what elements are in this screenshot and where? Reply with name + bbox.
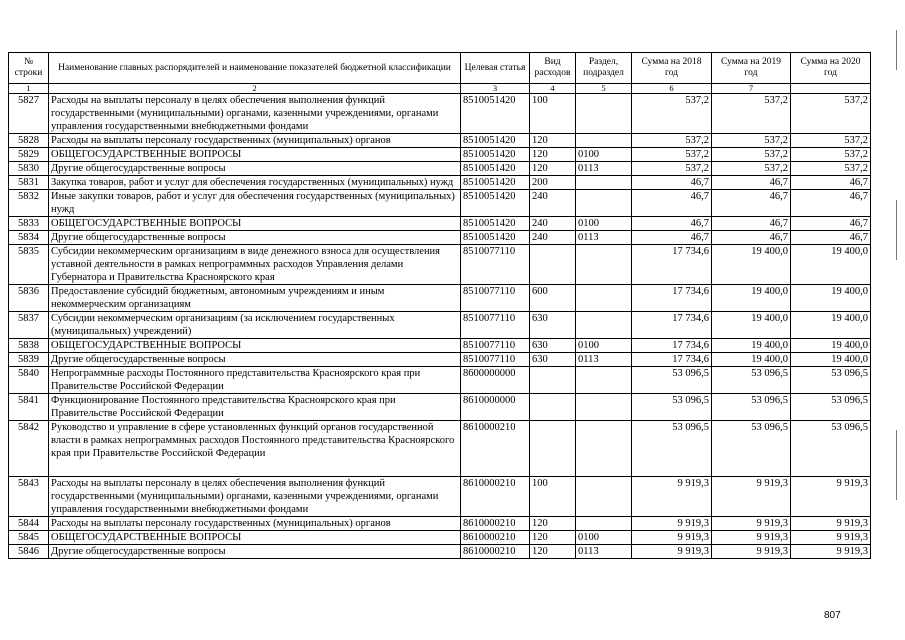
row-number: 5829: [9, 148, 49, 162]
row-number: 5845: [9, 531, 49, 545]
row-name: Другие общегосударственные вопросы: [49, 353, 461, 367]
row-sum-2019: 46,7: [712, 231, 791, 245]
row-sum-2018: 9 919,3: [632, 517, 712, 531]
table-row: [9, 545, 871, 559]
row-sum-2019: 53 096,5: [712, 367, 791, 394]
row-section: [576, 367, 632, 394]
header-expense-type: Вид расходов: [530, 53, 576, 84]
row-expense-type: 120: [530, 162, 576, 176]
row-name: Субсидии некоммерческим организациям (за исключением государственных (муниципальных) учреждений): [49, 312, 461, 339]
column-number: 3: [461, 84, 530, 94]
row-sum-2019: 46,7: [712, 217, 791, 231]
row-sum-2019: 9 919,3: [712, 477, 791, 517]
row-section: [576, 134, 632, 148]
row-section: [576, 176, 632, 190]
row-number: 5827: [9, 94, 49, 134]
row-name: Расходы на выплаты персоналу в целях обеспечения выполнения функций государственными (муниципальными) органами, казенными учреждениями, органами управления государственными внебюджетными фондами: [49, 94, 461, 134]
row-expense-type: 600: [530, 285, 576, 312]
row-name: Предоставление субсидий бюджетным, автономным учреждениям и иным некоммерческим организациям: [49, 285, 461, 312]
table-row: [9, 531, 871, 545]
row-name: ОБЩЕГОСУДАРСТВЕННЫЕ ВОПРОСЫ: [49, 339, 461, 353]
row-target-article: 8510077110: [461, 285, 530, 312]
row-sum-2018: 17 734,6: [632, 285, 712, 312]
row-expense-type: [530, 245, 576, 285]
row-expense-type: 240: [530, 217, 576, 231]
row-target-article: 8610000210: [461, 517, 530, 531]
row-sum-2018: 9 919,3: [632, 477, 712, 517]
scan-edge-mark: [896, 200, 897, 260]
row-expense-type: 630: [530, 339, 576, 353]
row-sum-2019: 46,7: [712, 190, 791, 217]
row-sum-2020: 46,7: [791, 231, 871, 245]
row-sum-2018: 53 096,5: [632, 421, 712, 477]
row-sum-2020: 19 400,0: [791, 245, 871, 285]
table-row: [9, 134, 871, 148]
row-sum-2020: 9 919,3: [791, 477, 871, 517]
row-name: Функционирование Постоянного представительства Красноярского края при Правительстве Российской Федерации: [49, 394, 461, 421]
row-name: Непрограммные расходы Постоянного представительства Красноярского края при Правительстве Российской Федерации: [49, 367, 461, 394]
row-sum-2018: 53 096,5: [632, 367, 712, 394]
row-sum-2020: 537,2: [791, 148, 871, 162]
row-sum-2019: 537,2: [712, 148, 791, 162]
row-sum-2020: 537,2: [791, 134, 871, 148]
row-sum-2018: 46,7: [632, 176, 712, 190]
row-target-article: 8510051420: [461, 94, 530, 134]
column-number-row: [9, 84, 871, 94]
row-sum-2019: 537,2: [712, 162, 791, 176]
row-expense-type: 100: [530, 477, 576, 517]
table-row: [9, 353, 871, 367]
table-row: [9, 517, 871, 531]
row-section: 0100: [576, 148, 632, 162]
row-target-article: 8510077110: [461, 339, 530, 353]
row-sum-2020: 53 096,5: [791, 421, 871, 477]
row-sum-2020: 9 919,3: [791, 545, 871, 559]
table-row: [9, 94, 871, 134]
row-sum-2018: 537,2: [632, 148, 712, 162]
row-target-article: 8610000210: [461, 531, 530, 545]
row-name: ОБЩЕГОСУДАРСТВЕННЫЕ ВОПРОСЫ: [49, 531, 461, 545]
row-name: Другие общегосударственные вопросы: [49, 545, 461, 559]
row-section: [576, 421, 632, 477]
row-section: [576, 190, 632, 217]
row-sum-2019: 19 400,0: [712, 339, 791, 353]
table-header: [9, 53, 871, 94]
row-sum-2018: 537,2: [632, 162, 712, 176]
row-sum-2020: 19 400,0: [791, 353, 871, 367]
table-row: [9, 176, 871, 190]
row-number: 5844: [9, 517, 49, 531]
row-section: [576, 285, 632, 312]
header-sum-2020: Сумма на 2020 год: [791, 53, 871, 84]
row-sum-2018: 46,7: [632, 231, 712, 245]
row-sum-2019: 19 400,0: [712, 353, 791, 367]
row-section: 0100: [576, 339, 632, 353]
column-number: 6: [632, 84, 712, 94]
row-target-article: 8600000000: [461, 367, 530, 394]
row-name: Расходы на выплаты персоналу государственных (муниципальных) органов: [49, 517, 461, 531]
row-expense-type: 630: [530, 312, 576, 339]
row-number: 5841: [9, 394, 49, 421]
row-section: 0113: [576, 353, 632, 367]
table-body: [9, 94, 871, 559]
row-sum-2019: 19 400,0: [712, 312, 791, 339]
row-number: 5832: [9, 190, 49, 217]
column-number: 7: [712, 84, 791, 94]
table-row: [9, 339, 871, 353]
row-expense-type: 630: [530, 353, 576, 367]
budget-table: [8, 52, 871, 559]
header-section: Раздел, подраздел: [576, 53, 632, 84]
row-sum-2020: 46,7: [791, 190, 871, 217]
row-sum-2020: 537,2: [791, 162, 871, 176]
row-target-article: 8510051420: [461, 162, 530, 176]
row-sum-2019: 537,2: [712, 94, 791, 134]
row-number: 5842: [9, 421, 49, 477]
row-sum-2018: 9 919,3: [632, 545, 712, 559]
table-row: [9, 190, 871, 217]
row-sum-2020: 53 096,5: [791, 367, 871, 394]
row-sum-2019: 53 096,5: [712, 421, 791, 477]
row-sum-2018: 537,2: [632, 94, 712, 134]
row-expense-type: 120: [530, 517, 576, 531]
row-sum-2019: 46,7: [712, 176, 791, 190]
table-row: [9, 162, 871, 176]
row-number: 5838: [9, 339, 49, 353]
row-target-article: 8510077110: [461, 353, 530, 367]
table-row: [9, 245, 871, 285]
row-number: 5836: [9, 285, 49, 312]
row-sum-2018: 17 734,6: [632, 245, 712, 285]
row-number: 5831: [9, 176, 49, 190]
row-sum-2019: 9 919,3: [712, 517, 791, 531]
row-expense-type: 120: [530, 134, 576, 148]
row-number: 5830: [9, 162, 49, 176]
column-number: 2: [49, 84, 461, 94]
header-name: Наименование главных распорядителей и наименование показателей бюджетной классификации: [49, 53, 461, 84]
row-target-article: 8510077110: [461, 245, 530, 285]
row-number: 5828: [9, 134, 49, 148]
row-expense-type: 120: [530, 545, 576, 559]
column-number: 5: [576, 84, 632, 94]
row-name: Расходы на выплаты персоналу в целях обеспечения выполнения функций государственными (муниципальными) органами, казенными учреждениями, органами управления государственными внебюджетными фондами: [49, 477, 461, 517]
row-section: [576, 477, 632, 517]
row-sum-2019: 53 096,5: [712, 394, 791, 421]
row-sum-2018: 17 734,6: [632, 353, 712, 367]
row-sum-2020: 46,7: [791, 176, 871, 190]
row-number: 5840: [9, 367, 49, 394]
header-row-number: № строки: [9, 53, 49, 84]
row-section: [576, 394, 632, 421]
page-number: 807: [824, 610, 841, 621]
scan-edge-mark: [896, 30, 897, 70]
row-sum-2020: 9 919,3: [791, 531, 871, 545]
row-section: [576, 94, 632, 134]
row-sum-2020: 19 400,0: [791, 339, 871, 353]
row-section: 0113: [576, 162, 632, 176]
row-sum-2018: 46,7: [632, 190, 712, 217]
row-target-article: 8510051420: [461, 148, 530, 162]
row-number: 5843: [9, 477, 49, 517]
row-sum-2019: 9 919,3: [712, 545, 791, 559]
table-row: [9, 231, 871, 245]
table-row: [9, 148, 871, 162]
table-row: [9, 477, 871, 517]
row-sum-2018: 17 734,6: [632, 339, 712, 353]
column-number: 4: [530, 84, 576, 94]
row-target-article: 8610000000: [461, 394, 530, 421]
row-number: 5833: [9, 217, 49, 231]
row-target-article: 8510051420: [461, 231, 530, 245]
table-row: [9, 367, 871, 394]
row-sum-2020: 46,7: [791, 217, 871, 231]
row-sum-2018: 9 919,3: [632, 531, 712, 545]
row-name: Другие общегосударственные вопросы: [49, 162, 461, 176]
table-row: [9, 285, 871, 312]
row-name: Субсидии некоммерческим организациям в виде денежного взноса для осуществления уставной деятельности в рамках непрограммных расходов Управления делами Губернатора и Правительства Красноярского края: [49, 245, 461, 285]
row-expense-type: 240: [530, 190, 576, 217]
row-target-article: 8510077110: [461, 312, 530, 339]
row-sum-2019: 19 400,0: [712, 285, 791, 312]
row-target-article: 8610000210: [461, 477, 530, 517]
row-name: Руководство и управление в сфере установленных функций органов государственной власти в рамках непрограммных расходов Постоянного представительства Красноярского края при Правительстве Российской Федерации: [49, 421, 461, 477]
row-sum-2020: 9 919,3: [791, 517, 871, 531]
column-number: [791, 84, 871, 94]
table-row: [9, 394, 871, 421]
column-number: 1: [9, 84, 49, 94]
row-sum-2020: 537,2: [791, 94, 871, 134]
row-sum-2018: 537,2: [632, 134, 712, 148]
table-row: [9, 312, 871, 339]
row-expense-type: [530, 394, 576, 421]
table-row: [9, 217, 871, 231]
row-name: Иные закупки товаров, работ и услуг для обеспечения государственных (муниципальных) нужд: [49, 190, 461, 217]
row-expense-type: 240: [530, 231, 576, 245]
row-target-article: 8610000210: [461, 421, 530, 477]
row-target-article: 8510051420: [461, 217, 530, 231]
row-section: 0113: [576, 231, 632, 245]
row-section: [576, 312, 632, 339]
row-name: Закупка товаров, работ и услуг для обеспечения государственных (муниципальных) нужд: [49, 176, 461, 190]
row-number: 5834: [9, 231, 49, 245]
row-sum-2020: 19 400,0: [791, 285, 871, 312]
row-target-article: 8510051420: [461, 176, 530, 190]
row-section: 0100: [576, 531, 632, 545]
row-section: [576, 517, 632, 531]
row-number: 5837: [9, 312, 49, 339]
row-sum-2019: 9 919,3: [712, 531, 791, 545]
row-sum-2018: 53 096,5: [632, 394, 712, 421]
row-expense-type: 120: [530, 531, 576, 545]
row-number: 5846: [9, 545, 49, 559]
row-section: [576, 245, 632, 285]
row-section: 0113: [576, 545, 632, 559]
row-section: 0100: [576, 217, 632, 231]
row-name: ОБЩЕГОСУДАРСТВЕННЫЕ ВОПРОСЫ: [49, 217, 461, 231]
row-expense-type: [530, 367, 576, 394]
row-sum-2018: 46,7: [632, 217, 712, 231]
row-target-article: 8510051420: [461, 134, 530, 148]
row-name: ОБЩЕГОСУДАРСТВЕННЫЕ ВОПРОСЫ: [49, 148, 461, 162]
row-sum-2020: 53 096,5: [791, 394, 871, 421]
row-sum-2020: 19 400,0: [791, 312, 871, 339]
row-sum-2019: 537,2: [712, 134, 791, 148]
row-number: 5839: [9, 353, 49, 367]
row-expense-type: [530, 421, 576, 477]
header-sum-2019: Сумма на 2019 год: [712, 53, 791, 84]
row-name: Расходы на выплаты персоналу государственных (муниципальных) органов: [49, 134, 461, 148]
header-sum-2018: Сумма на 2018 год: [632, 53, 712, 84]
scan-edge-mark: [896, 430, 897, 500]
row-sum-2018: 17 734,6: [632, 312, 712, 339]
row-expense-type: 200: [530, 176, 576, 190]
header-target-article: Целевая статья: [461, 53, 530, 84]
row-number: 5835: [9, 245, 49, 285]
row-expense-type: 120: [530, 148, 576, 162]
row-target-article: 8510051420: [461, 190, 530, 217]
row-target-article: 8610000210: [461, 545, 530, 559]
row-sum-2019: 19 400,0: [712, 245, 791, 285]
row-name: Другие общегосударственные вопросы: [49, 231, 461, 245]
table-row: [9, 421, 871, 477]
row-expense-type: 100: [530, 94, 576, 134]
